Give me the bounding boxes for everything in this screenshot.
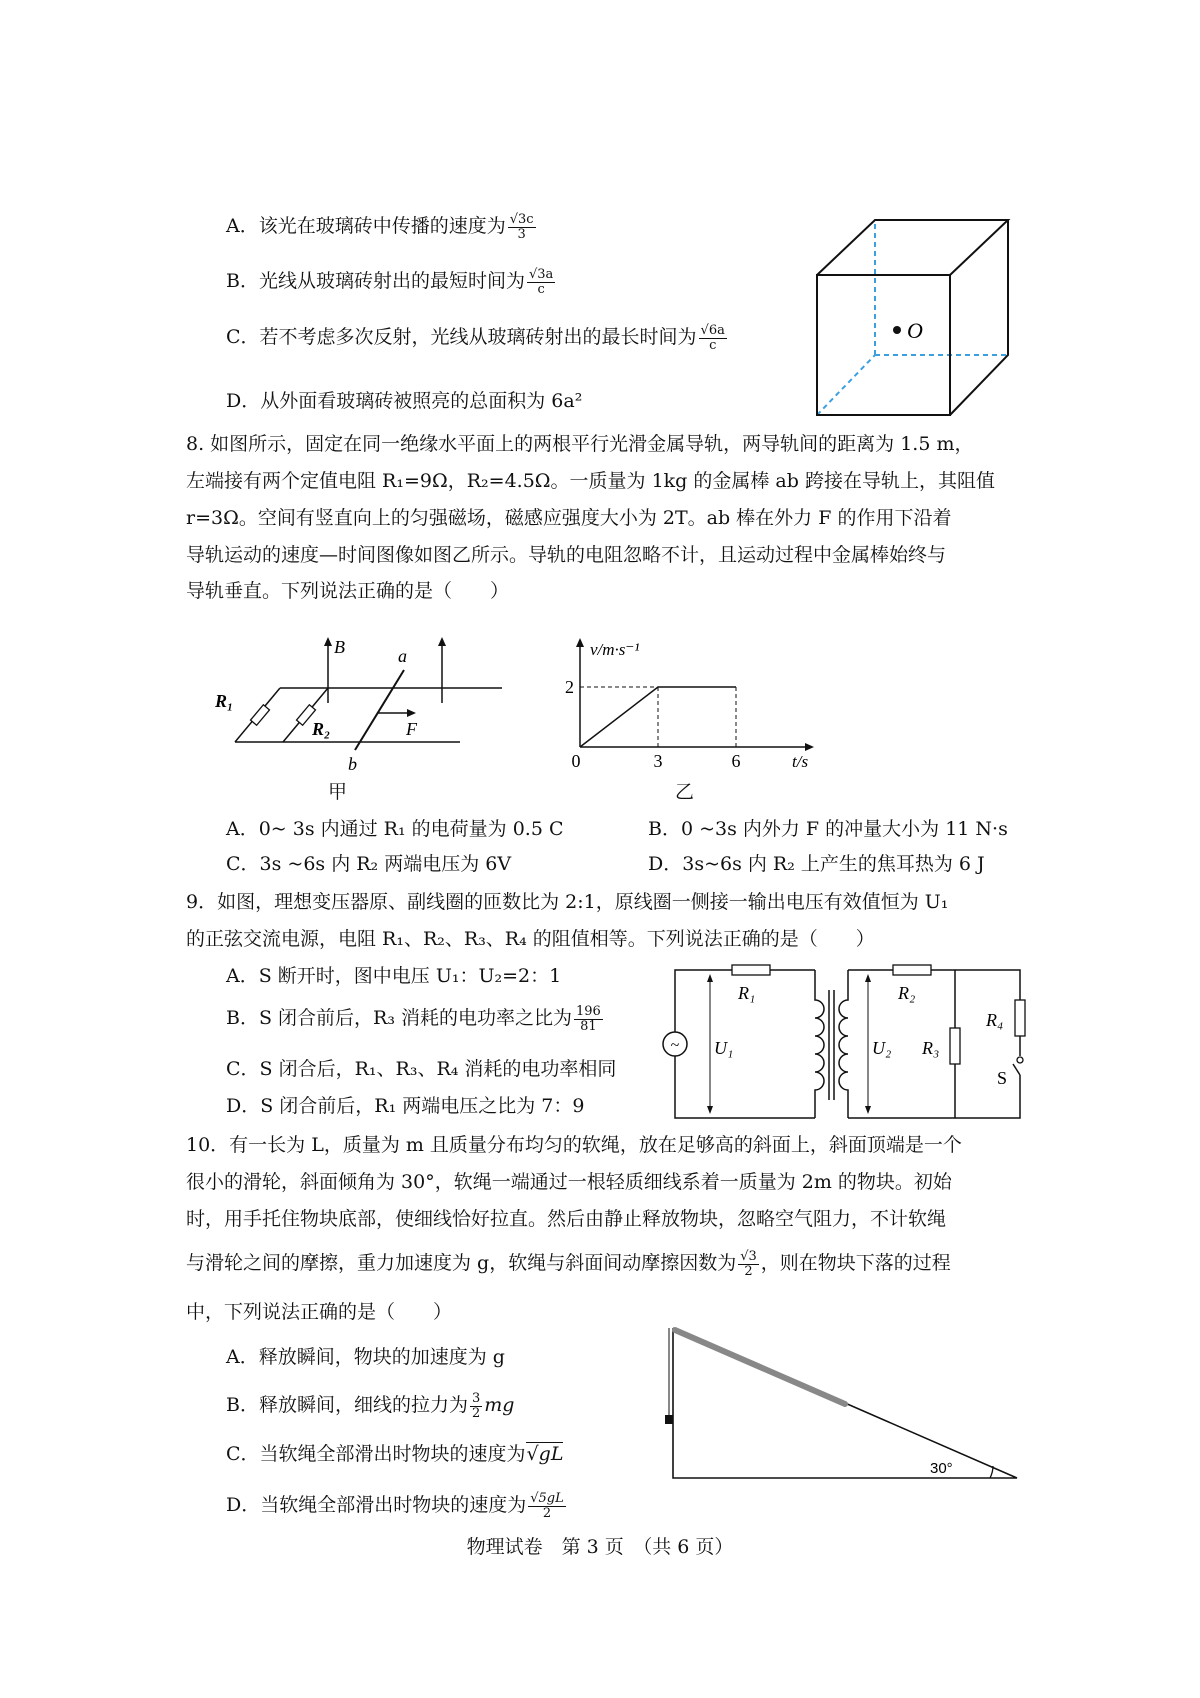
q7-option-b-text: B．光线从玻璃砖射出的最短时间为 [226, 270, 525, 293]
label-b-field: B [334, 637, 345, 657]
q10-option-d-fraction [528, 1492, 566, 1520]
q10-stem-line-4 [186, 1250, 951, 1278]
frac-den: 3 [517, 226, 526, 242]
frac-num: 196 [575, 1004, 601, 1019]
cube-figure [815, 215, 1020, 420]
figure-caption-yi: 乙 [675, 781, 695, 803]
q10-option-b-tail: mg [484, 1394, 515, 1417]
q7-option-c-fraction [699, 324, 727, 352]
label-r1: R₁ [215, 691, 234, 711]
q9-stem-line-2: 的正弦交流电源，电阻 R₁、R₂、R₃、R₄ 的阻值相等。下列说法正确的是（ ） [186, 928, 875, 950]
q8-stem-line-3: r=3Ω。空间有竖直向上的匀强磁场，磁感应强度大小为 2T。ab 棒在外力 F 的作用下沿着 [186, 507, 952, 529]
q10-option-b-text: B．释放瞬间，细线的拉力为 [226, 1394, 468, 1417]
label-u2: U₂ [872, 1038, 892, 1058]
label-a: a [398, 646, 407, 666]
q7-option-c [226, 324, 729, 352]
ac-source-symbol: ~ [670, 1037, 680, 1054]
resistor-r1 [732, 965, 770, 975]
q7-option-a [226, 213, 538, 241]
arrow-head [707, 974, 713, 982]
center-point-o [893, 326, 901, 334]
incline-figure [655, 1320, 1030, 1485]
angle-arc [990, 1466, 993, 1478]
x-tick-label: 0 [571, 751, 581, 771]
arrow-head [865, 974, 871, 982]
q8-stem-line-5: 导轨垂直。下列说法正确的是（ ） [186, 580, 510, 602]
q9-stem-line-1: 9．如图，理想变压器原、副线圈的匝数比为 2:1，原线圈一侧接一输出电压有效值恒为 U₁ [186, 891, 949, 913]
arrow-head [407, 709, 416, 717]
q8-option-b: B．0 ~3s 内外力 F 的冲量大小为 11 N·s [648, 818, 1008, 840]
soft-rope [675, 1330, 845, 1404]
q10-option-d [226, 1492, 568, 1520]
q10-stem-line-1: 10．有一长为 L，质量为 m 且质量分布均匀的软绳，放在足够高的斜面上，斜面顶端是一个 [186, 1134, 962, 1156]
secondary-wire [848, 1075, 1020, 1118]
primary-coil [815, 970, 824, 1118]
y-tick-label: 2 [565, 677, 574, 697]
cube-right-face [950, 220, 1008, 415]
cube-top-face [817, 220, 1008, 275]
y-axis-arrow [576, 638, 584, 647]
q9-option-c: C．S 闭合后，R₁、R₃、R₄ 消耗的电功率相同 [226, 1058, 617, 1080]
label-r3: R₃ [922, 1038, 940, 1058]
q10-stem-line-2: 很小的滑轮，斜面倾角为 30°，软绳一端通过一根轻质细线系着一质量为 2m 的物块。初始 [186, 1171, 952, 1193]
angle-label-30: 30° [930, 1460, 953, 1477]
frac-den: 2 [744, 1263, 753, 1279]
transformer-circuit-figure [670, 960, 1040, 1125]
x-tick-label: 3 [653, 751, 663, 771]
label-r4: R₄ [986, 1010, 1004, 1030]
frac-den: 2 [542, 1505, 552, 1521]
velocity-time-chart [560, 635, 820, 775]
q8-option-a: A．0~ 3s 内通过 R₁ 的电荷量为 0.5 C [226, 818, 564, 840]
arrow-head [438, 637, 446, 646]
secondary-wire [848, 970, 1020, 1000]
q7-option-b-fraction [527, 268, 555, 296]
q9-option-b [226, 1005, 605, 1033]
q9-option-a: A．S 断开时，图中电压 U₁：U₂=2：1 [226, 965, 562, 987]
block-2m [665, 1415, 673, 1424]
q10-option-b [226, 1392, 514, 1420]
arrow-head [324, 637, 332, 646]
frac-den: 81 [580, 1018, 597, 1034]
q10-option-c [226, 1443, 563, 1466]
q8-option-c: C．3s ~6s 内 R₂ 两端电压为 6V [226, 853, 512, 875]
q9-option-d: D．S 闭合前后，R₁ 两端电压之比为 7：9 [226, 1095, 585, 1117]
q9-option-b-text: B．S 闭合前后，R₃ 消耗的电功率之比为 [226, 1007, 572, 1030]
label-r2: R₂ [898, 983, 916, 1003]
frac-num: √3 [740, 1249, 757, 1264]
figure-caption-jia: 甲 [328, 781, 348, 803]
q7-option-c-text: C．若不考虑多次反射，光线从玻璃砖射出的最长时间为 [226, 326, 697, 349]
frac-num: √6a [700, 323, 725, 338]
switch-contact [1017, 1057, 1023, 1063]
q7-option-a-text: A．该光在玻璃砖中传播的速度为 [226, 215, 506, 238]
label-u1: U₁ [714, 1038, 734, 1058]
rail-circuit-figure [215, 635, 510, 775]
label-r2: R₂ [312, 719, 331, 739]
q10-option-d-text: D．当软绳全部滑出时物块的速度为 [226, 1494, 527, 1517]
label-b: b [348, 754, 357, 774]
label-s: S [997, 1068, 1008, 1088]
q8-stem-line-4: 导轨运动的速度—时间图像如图乙所示。导轨的电阻忽略不计，且运动过程中金属棒始终与 [186, 544, 947, 566]
q7-option-d: D．从外面看玻璃砖被照亮的总面积为 6a² [226, 390, 583, 412]
label-r1: R₁ [738, 983, 756, 1003]
frac-num: √5gL [530, 1491, 564, 1506]
arrow-head [707, 1106, 713, 1114]
q8-stem-line-2: 左端接有两个定值电阻 R₁=9Ω，R₂=4.5Ω。一质量为 1kg 的金属棒 ab 跨接在导轨上，其阻值 [186, 470, 995, 492]
q10-option-c-value: √gL [526, 1443, 564, 1465]
arrow-head [865, 1106, 871, 1114]
x-axis-arrow [805, 743, 814, 751]
q10-option-b-fraction [470, 1392, 482, 1420]
frac-num: 3 [471, 1391, 481, 1406]
x-tick-label: 6 [731, 751, 741, 771]
cube-hidden-edge [817, 355, 875, 415]
secondary-coil [839, 970, 848, 1118]
label-f: F [406, 719, 417, 739]
switch-s [1013, 1064, 1020, 1075]
resistor-r3 [950, 1028, 960, 1064]
frac-den: c [537, 281, 545, 297]
q9-option-b-fraction [574, 1005, 603, 1033]
q10-option-a: A．释放瞬间，物块的加速度为 g [226, 1346, 505, 1368]
q10-stem-line-5: 中，下列说法正确的是（ ） [186, 1301, 453, 1323]
q7-option-a-fraction [508, 213, 536, 241]
label-o: O [907, 318, 923, 343]
q10-stem-line-4-tail: ，则在物块下落的过程 [760, 1252, 951, 1275]
x-axis-label: t/s [792, 752, 809, 771]
q10-option-c-text: C．当软绳全部滑出时物块的速度为 [226, 1443, 526, 1465]
q8-option-d: D．3s~6s 内 R₂ 上产生的焦耳热为 6 J [648, 853, 985, 875]
y-axis-label: v/m·s⁻¹ [590, 640, 640, 659]
page-footer: 物理试卷 第 3 页 （共 6 页） [466, 1536, 734, 1558]
resistor-r2 [893, 965, 931, 975]
q8-stem-line-1: 8. 如图所示，固定在同一绝缘水平面上的两根平行光滑金属导轨，两导轨间的距离为 1.5 m， [186, 433, 974, 455]
q10-stem-line-3: 时，用手托住物块底部，使细线恰好拉直。然后由静止释放物块，忽略空气阻力，不计软绳 [186, 1208, 947, 1230]
frac-num: √3a [528, 267, 554, 282]
friction-coefficient-fraction [738, 1250, 759, 1278]
q10-stem-line-4-text: 与滑轮之间的摩擦，重力加速度为 g，软绳与斜面间动摩擦因数为 [186, 1252, 737, 1275]
resistor-r4 [1015, 1000, 1025, 1036]
resistor-r1 [251, 705, 270, 725]
frac-den: 2 [471, 1405, 481, 1421]
q7-option-b [226, 268, 557, 296]
frac-den: c [709, 337, 717, 353]
frac-num: √3c [509, 212, 534, 227]
metal-rod-ab [355, 670, 404, 750]
